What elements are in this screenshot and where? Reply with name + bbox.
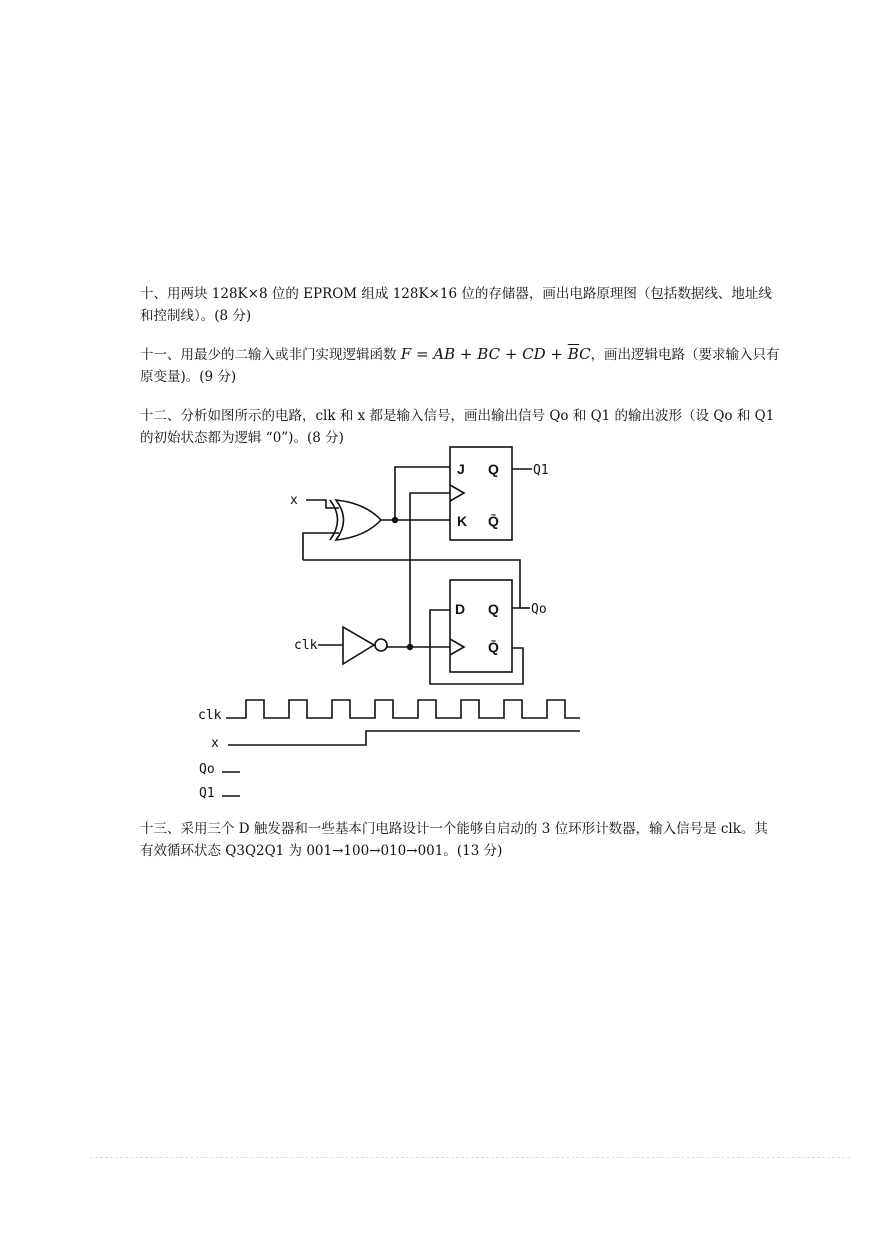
- d-d-label: D: [455, 601, 466, 617]
- question-13: 十三、采用三个 D 触发器和一些基本门电路设计一个能够自启动的 3 位环形计数器，输入信号是 clk。其有效循环状态 Q3Q2Q1 为 001→100→010→001。(13 分): [140, 821, 768, 859]
- d-flipflop: [450, 580, 512, 672]
- clk-label: clk: [294, 638, 318, 653]
- formula-main: F = AB + BC + CD +: [400, 345, 568, 363]
- jk-k-label: K: [457, 513, 468, 529]
- q1-output-label: Q1: [533, 463, 549, 478]
- jk-q-label: Q: [488, 461, 499, 477]
- wave-qo-label: Qo: [199, 762, 215, 777]
- question-12: 十二、分析如图所示的电路，clk 和 x 都是输入信号，画出输出信号 Qo 和 Q1 的输出波形（设 Qo 和 Q1 的初始状态都为逻辑 “0”)。(8 分): [140, 408, 775, 446]
- d-q-label: Q: [488, 601, 499, 617]
- x-waveform: [228, 731, 580, 745]
- scan-edge-line: [90, 1157, 850, 1158]
- question-11-prefix: 十一、用最少的二输入或非门实现逻辑函数: [140, 347, 397, 363]
- qo-output-label: Qo: [531, 602, 547, 617]
- d-qbar-label: Q̄: [488, 639, 499, 655]
- junction-dot: [392, 517, 398, 523]
- wave-clk-label: clk: [198, 708, 222, 723]
- xor-gate: [336, 500, 381, 540]
- wave-x-label: x: [211, 736, 219, 751]
- inverter-bubble: [375, 639, 387, 651]
- question-11-suffix: ，画出逻辑电路（要求输入只有原变量)。(9 分): [140, 347, 780, 385]
- wave-q1-label: Q1: [199, 786, 215, 801]
- d-clock-triangle: [450, 639, 464, 655]
- junction-dot: [407, 644, 413, 650]
- question-10: 十、用两块 128K×8 位的 EPROM 组成 128K×16 位的存储器，画出电路原理图（包括数据线、地址线和控制线）。(8 分): [140, 286, 772, 324]
- x-label: x: [290, 493, 298, 508]
- clk-waveform: [226, 700, 580, 718]
- jk-qbar-label: Q̄: [488, 513, 499, 529]
- formula-tail: C: [579, 345, 591, 363]
- jk-j-label: J: [457, 461, 465, 477]
- formula-bar: $\overline{B}$: [567, 345, 580, 363]
- xor-feedback-in: [303, 533, 339, 560]
- xor-back-curve: [330, 500, 338, 540]
- jk-clock-triangle: [450, 485, 464, 501]
- inverter-triangle: [343, 627, 374, 664]
